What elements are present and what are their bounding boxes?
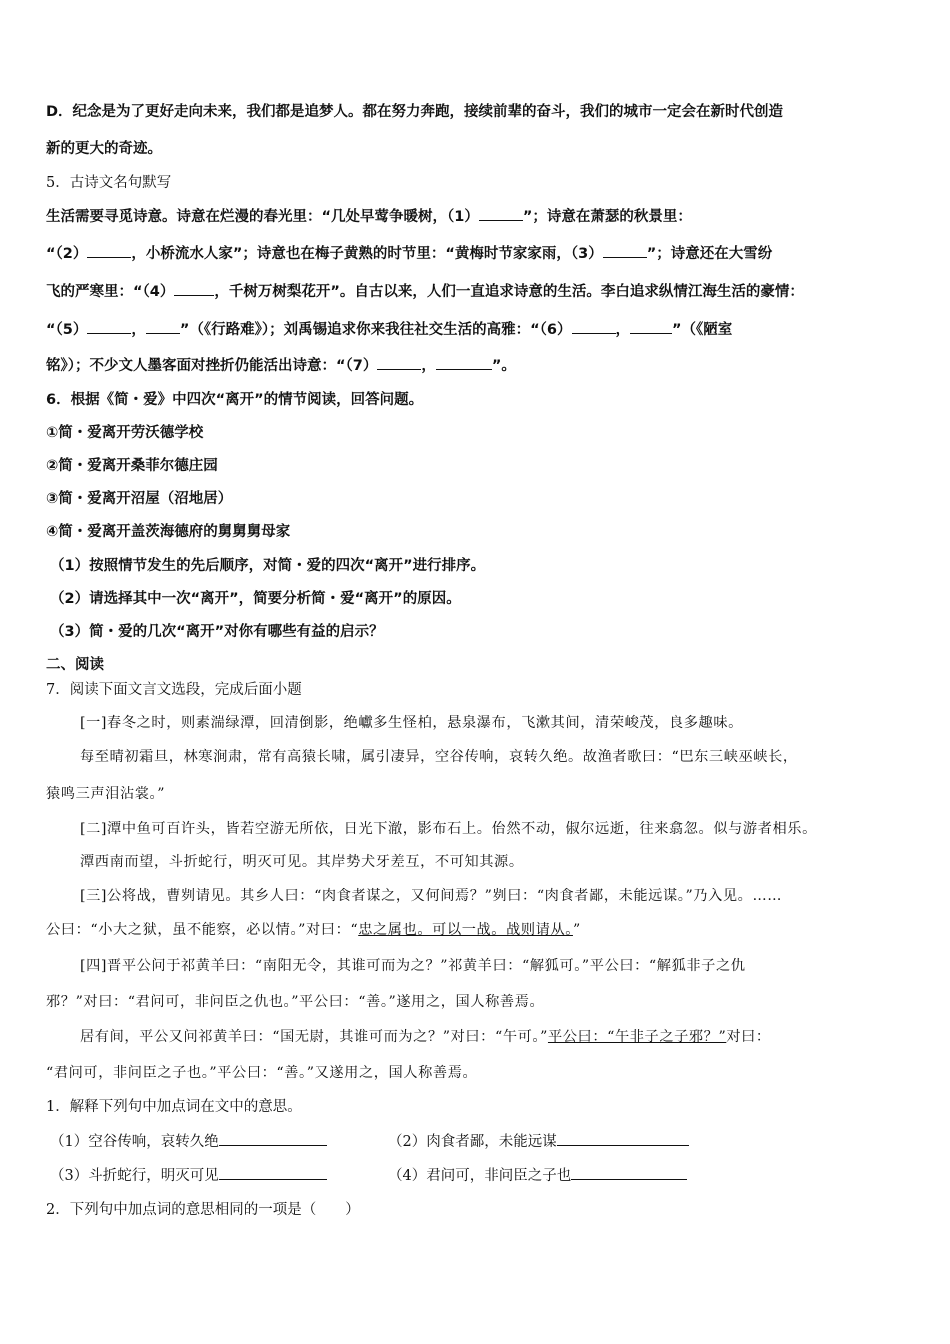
passage-1: [一]春冬之时，则素湍绿潭，回清倒影，绝巘多生怪柏，悬泉瀑布，飞漱其间，清荣峻茂，良多趣味。 (80, 715, 743, 731)
answer-blank[interactable] (571, 1165, 687, 1180)
q5-heading: 5．古诗文名句默写 (46, 175, 172, 191)
underlined-sentence: 忠之属也。可以一战。战则请从。 (358, 922, 573, 938)
q5-text: 生活需要寻觅诗意。诗意在烂漫的春光里：“几处早莺争暖树，（1） (46, 209, 479, 225)
answer-blank[interactable] (219, 1131, 327, 1146)
q5-text: ”；诗意还在大雪纷 (646, 246, 773, 262)
answer-blank[interactable] (87, 243, 131, 258)
answer-blank[interactable] (436, 355, 492, 370)
passage-2-line1: 每至晴初霜旦，林寒涧肃，常有高猿长啸，属引凄异，空谷传响，哀转久绝。故渔者歌曰：“巴东三峡巫峡长， (80, 749, 798, 765)
sq1-item-3 (50, 1165, 327, 1186)
sq1-item-text: （3）斗折蛇行，明灭可见 (50, 1168, 219, 1184)
answer-blank[interactable] (630, 319, 672, 334)
answer-blank[interactable] (572, 319, 616, 334)
answer-blank[interactable] (174, 281, 214, 296)
passage-3-line2: 潭西南而望，斗折蛇行，明灭可见。其岸势犬牙差互，不可知其源。 (80, 854, 524, 870)
sq1-item-1 (50, 1131, 327, 1152)
q5-line1 (46, 206, 692, 227)
passage-5-line1: [四]晋平公问于祁黄羊曰：“南阳无令，其谁可而为之？”祁黄羊曰：“解狐可。”平公曰：“解狐非子之仇 (80, 958, 746, 974)
q5-text: “（2） (46, 246, 88, 262)
q5-text: ，千树万树梨花开”。自古以来，人们一直追求诗意的生活。李白追求纵情江海生活的豪情： (214, 284, 804, 300)
option-d-line1: D．纪念是为了更好走向未来，我们都是追梦人。都在努力奔跑，接续前辈的奋斗，我们的城市一定会在新时代创造 (46, 104, 784, 120)
passage-text: 对曰： (726, 1029, 771, 1045)
q5-text: ， (421, 358, 436, 374)
q6-item-4: ④简・爱离开盖茨海德府的舅舅舅母家 (46, 524, 291, 540)
q5-line4 (46, 319, 732, 340)
q6-sub-1: （1）按照情节发生的先后顺序，对简・爱的四次“离开”进行排序。 (50, 558, 486, 574)
q5-text: “（5） (46, 322, 88, 338)
sq1-item-text: （1）空谷传响，哀转久绝 (50, 1134, 219, 1150)
underlined-sentence: 平公曰：“午非子之子邪？” (547, 1029, 727, 1045)
sq1-item-2 (388, 1131, 689, 1152)
passage-4-line1: [三]公将战，曹刿请见。其乡人曰：“肉食者谋之，又何间焉？”刿曰：“肉食者鄙，未能远谋。”乃入见。…… (80, 888, 783, 904)
q5-text: ， (131, 322, 146, 338)
answer-blank[interactable] (87, 319, 131, 334)
answer-blank[interactable] (219, 1165, 327, 1180)
sq1-item-text: （4）君问可，非问臣之子也 (388, 1168, 572, 1184)
q5-text: ”（《陋室 (672, 322, 733, 338)
option-d-line2: 新的更大的奇迹。 (46, 141, 162, 157)
section-title: 二、阅读 (46, 657, 104, 673)
q6-heading: 6．根据《简・爱》中四次“离开”的情节阅读，回答问题。 (46, 392, 424, 408)
sq1-item-text: （2）肉食者鄙，未能远谋 (388, 1134, 557, 1150)
passage-4-line2 (46, 920, 581, 940)
passage-3-line1: [二]潭中鱼可百许头，皆若空游无所依，日光下澈，影布石上。佁然不动，俶尔远逝，往来翕忽。似与游者相乐。 (80, 821, 817, 837)
q5-text: ”。 (491, 358, 516, 374)
q6-sub-2: （2）请选择其中一次“离开”，简要分析简・爱“离开”的原因。 (50, 591, 461, 607)
q5-text: ”；诗意在萧瑟的秋景里： (522, 209, 692, 225)
passage-text: 居有间，平公又问祁黄羊曰：“国无尉，其谁可而为之？”对曰：“午可。” (80, 1029, 548, 1045)
answer-blank[interactable] (377, 355, 421, 370)
q6-sub-3: （3）简・爱的几次“离开”对你有哪些有益的启示？ (50, 624, 384, 640)
q5-text: 飞的严寒里：“（4） (46, 284, 175, 300)
passage-6-line1 (80, 1027, 771, 1047)
q5-text: ，小桥流水人家”；诗意也在梅子黄熟的时节里：“黄梅时节家家雨，（3） (131, 246, 603, 262)
subquestion-1: 1．解释下列句中加点词在文中的意思。 (46, 1099, 302, 1115)
passage-2-line2: 猿鸣三声泪沾裳。” (46, 786, 166, 802)
q6-item-1: ①简・爱离开劳沃德学校 (46, 425, 204, 441)
q5-line5 (46, 355, 516, 376)
q6-item-2: ②简・爱离开桑菲尔德庄园 (46, 458, 218, 474)
answer-blank[interactable] (557, 1131, 689, 1146)
q7-heading: 7．阅读下面文言文选段，完成后面小题 (46, 682, 302, 698)
subquestion-2: 2．下列句中加点词的意思相同的一项是（ ） (46, 1202, 360, 1218)
sq1-item-4 (388, 1165, 687, 1186)
q5-line3 (46, 281, 804, 302)
q6-item-3: ③简・爱离开沼屋（沼地居） (46, 491, 233, 507)
q5-text: ”（《行路难》）；刘禹锡追求你来我往社交生活的高雅：“（6） (179, 322, 572, 338)
answer-blank[interactable] (479, 206, 523, 221)
passage-text: ” (572, 922, 581, 938)
q5-line2 (46, 243, 772, 264)
answer-blank[interactable] (146, 319, 180, 334)
answer-blank[interactable] (603, 243, 647, 258)
passage-text: 公曰：“小大之狱，虽不能察，必以情。”对曰：“ (46, 922, 359, 938)
q5-text: ， (615, 322, 631, 338)
passage-5-line2: 邪？”对曰：“君问可，非问臣之仇也。”平公曰：“善。”遂用之，国人称善焉。 (46, 994, 545, 1010)
passage-6-line2: “君问可，非问臣之子也。”平公曰：“善。”又遂用之，国人称善焉。 (46, 1065, 478, 1081)
q5-text: 铭》）；不少文人墨客面对挫折仍能活出诗意：“（7） (46, 358, 378, 374)
